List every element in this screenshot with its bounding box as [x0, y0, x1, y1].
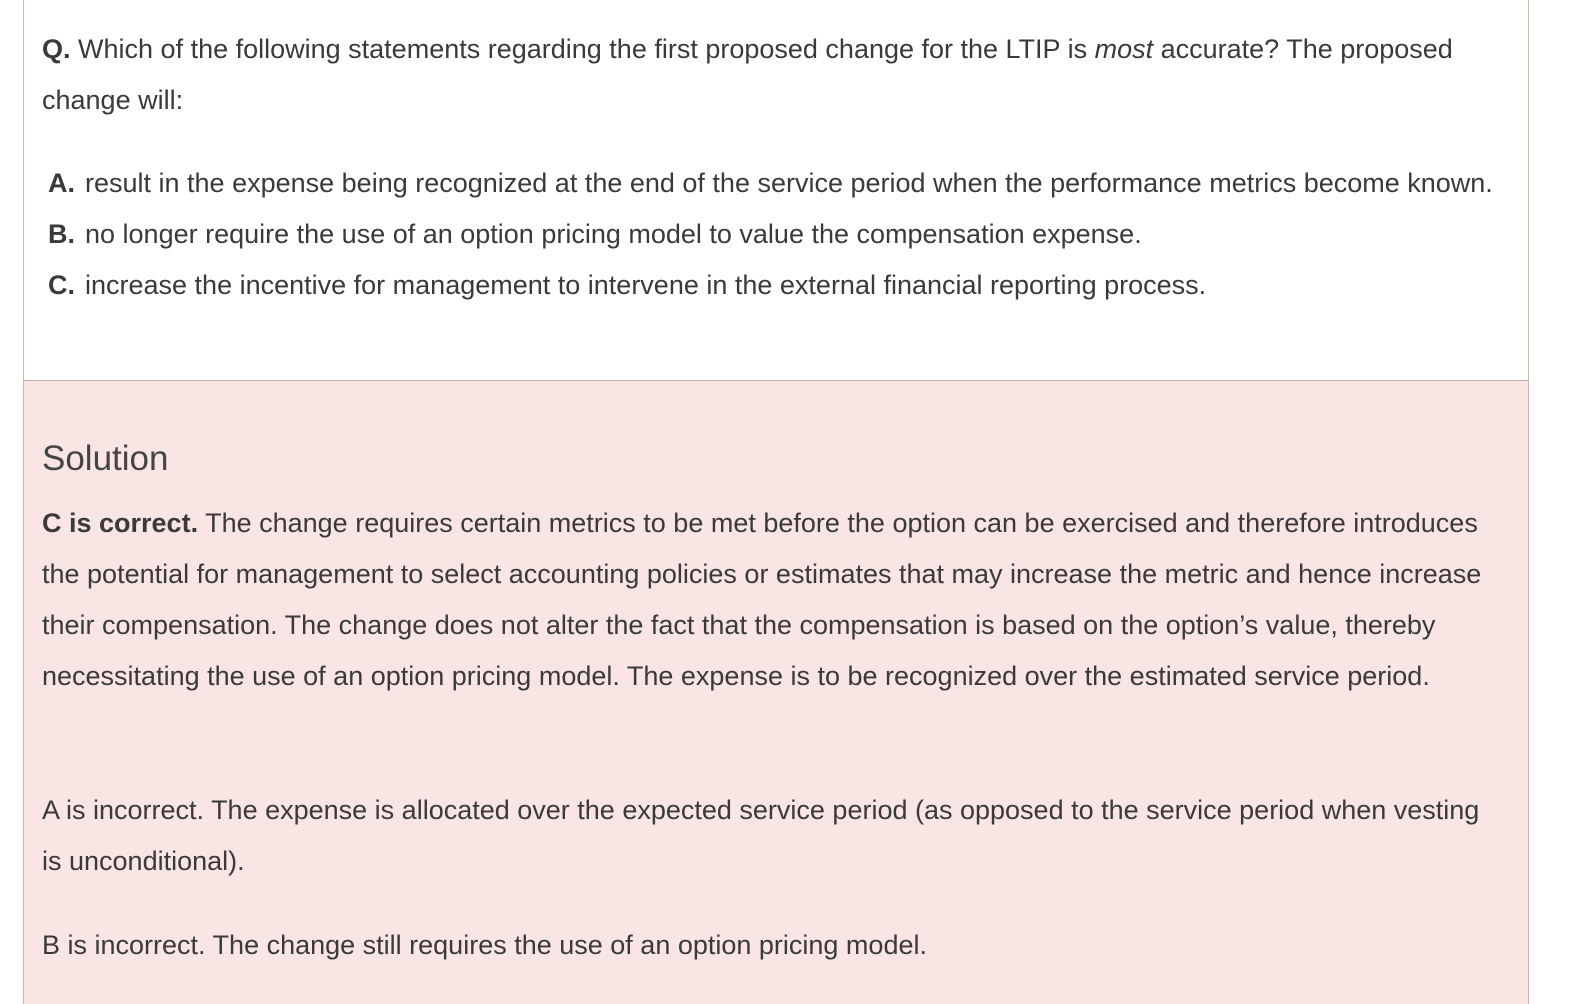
option-a[interactable] [48, 158, 1508, 209]
question-card [23, 0, 1529, 1004]
option-c[interactable] [48, 260, 1508, 311]
option-letter: C. [48, 270, 75, 300]
option-text: increase the incentive for management to intervene in the external financial reporting process. [85, 270, 1207, 300]
question-stem-end: accurate? The proposed change will: [42, 34, 1453, 115]
option-text: no longer require the use of an option pricing model to value the compensation expense. [85, 219, 1142, 249]
option-letter: B. [48, 219, 75, 249]
option-b-explanation: B is incorrect. The change still requires the use of an option pricing model. [42, 930, 927, 960]
question-stem-start: Which of the following statements regarding the first proposed change for the LTIP is [78, 34, 1088, 64]
option-b[interactable] [48, 209, 1508, 260]
solution-panel [24, 381, 1528, 1004]
question-prefix: Q. [42, 34, 71, 64]
correct-answer-lead: C is correct. [42, 508, 199, 538]
solution-heading: Solution [42, 439, 169, 478]
option-letter: A. [48, 168, 75, 198]
correct-answer-text: The change requires certain metrics to be met before the option can be exercised and therefore introduces the potential for management to select accounting policies or estimates that may increase the metric and hence increase their compensation. The change does not alter the fact that the compensation is based on the option’s value, thereby necessitating the use of an option pricing model. The expense is to be recognized over the estimated service period. [42, 508, 1482, 691]
question-text [42, 24, 1502, 126]
question-panel [24, 0, 1528, 381]
correct-explanation [42, 498, 1502, 702]
answer-options [48, 158, 1508, 311]
option-a-explanation: A is incorrect. The expense is allocated over the expected service period (as opposed to the service period when vesting is unconditional). [42, 795, 1480, 876]
option-text: result in the expense being recognized at the end of the service period when the performance metrics become known. [85, 168, 1493, 198]
question-emphasis: most [1094, 34, 1154, 64]
